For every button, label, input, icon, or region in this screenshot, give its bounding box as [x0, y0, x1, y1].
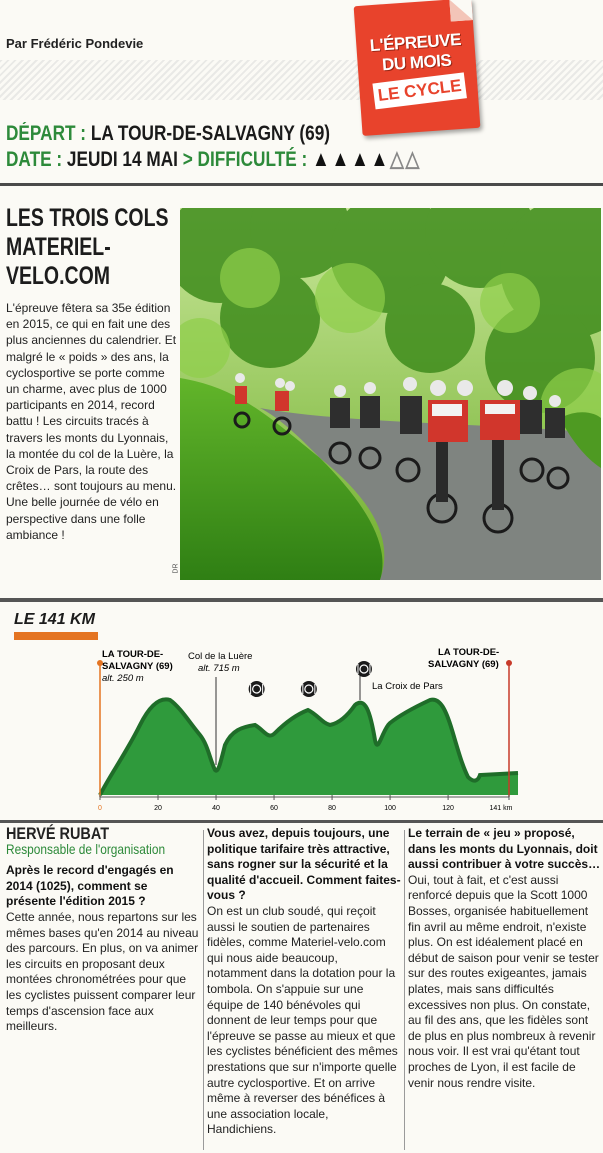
depart-value: LA TOUR-DE-SALVAGNY (69): [90, 122, 331, 145]
difficulty-triangle-filled: ▲: [370, 146, 389, 171]
date-label: DATE :: [6, 148, 63, 171]
difficulty-rating: [312, 148, 421, 171]
elevation-profile: [90, 645, 530, 820]
start-name-2: SALVAGNY (69): [102, 661, 173, 672]
distance-tick-label: 40: [212, 805, 220, 812]
section-divider: [0, 598, 603, 602]
epreuve-du-mois-badge: [354, 0, 481, 136]
answer-3: Oui, tout à fait, et c'est aussi renforcé depuis que la Scott 1000 Bosses, organisée habituellement fin avril au même endroit, n'existe plus. On est idéalement placé en début de saison pour venir se tester sur des routes exigeantes, jamais plates, mais sans difficultés excessives non plus. On constate, au fil des ans, que les fidèles sont de plus en plus nombreux à revenir nous voir. Il est vrai qu'étant tout proches de Lyon, il est facile de venir nous rendre visite.: [408, 872, 599, 1090]
answer-2: On est un club soudé, qui reçoit aussi le soutien de partenaires fidèles, comme Materiel-velo.com qui nous aide beaucoup, notamment dans la dotation pour la tombola. On s'appuie sur une équipe de 140 bénévoles qui donnent de leur temps pour que l'épreuve se passe au mieux et que les cyclistes bénéficient des mêmes prestations que sur n'importe quelle autre cyclosportive. Et on arrive même à reverser des bénéfices à une association locale, Handichiens.: [207, 903, 398, 1137]
feed-station-icon: [356, 661, 372, 677]
answer-1: Cette année, nous repartons sur les mêmes bases qu'en 2014 au niveau des parcours. En plus, on va animer les circuits en proposant deux montées chronométrées pour que les cyclistes puissent comparer leur temps d'ascension face aux meilleurs.: [6, 909, 199, 1034]
distance-tick-label: 20: [154, 805, 162, 812]
distance-tick-label: 141 km: [489, 805, 513, 812]
profile-title-bar: [14, 632, 98, 640]
distance-tick-label: 0: [98, 805, 102, 812]
section-divider: [0, 820, 603, 823]
distance-tick-label: 100: [384, 805, 396, 812]
badge-line-2: DU MOIS: [381, 50, 452, 75]
difficulty-triangle-filled: ▲: [351, 146, 369, 171]
date-line: [6, 146, 421, 172]
start-name-1: LA TOUR-DE-: [102, 649, 164, 660]
question-2: Vous avez, depuis toujours, une politique tarifaire très attractive, sans rogner sur la sécurité et la qualité d'accueil. Comment faites-vous ?: [207, 826, 401, 903]
interview-column-1: [6, 826, 200, 1035]
difficulty-triangle-filled: ▲: [312, 146, 330, 171]
croix-label: La Croix de Pars: [372, 681, 443, 692]
feed-station-icon: [249, 681, 265, 697]
depart-label: DÉPART :: [6, 122, 87, 145]
col-alt: alt. 715 m: [198, 663, 240, 674]
badge-folded-corner: [449, 0, 472, 22]
section-divider: [0, 183, 603, 186]
depart-line: [6, 122, 330, 146]
difficulty-triangle-filled: ▲: [331, 146, 350, 171]
date-value: JEUDI 14 MAI: [66, 148, 178, 171]
badge-line-1: L'ÉPREUVE: [369, 29, 462, 56]
interview-column-2: [207, 826, 401, 1138]
distance-tick-label: 120: [442, 805, 454, 812]
finish-dot: [506, 660, 512, 666]
interviewee-role: Responsable de l'organisation: [6, 840, 166, 857]
difficulty-triangle-empty: △: [405, 146, 420, 171]
column-separator: [404, 830, 405, 1150]
photo-credit: DR: [172, 563, 180, 574]
header-hatch-band: [0, 60, 603, 100]
cyclists-photo: [180, 208, 601, 580]
article-title: LES TROIS COLS MATERIEL-VELO.COM: [6, 204, 169, 290]
interview-column-3: [408, 826, 602, 1091]
question-1: Après le record d'engagés en 2014 (1025), comment se présente l'édition 2015 ?: [6, 863, 174, 909]
difficulty-triangle-empty: △: [390, 146, 404, 171]
interviewee-name: HERVÉ RUBAT: [6, 824, 110, 843]
end-name-1: LA TOUR-DE-: [438, 647, 500, 658]
feed-station-icon: [301, 681, 317, 697]
distance-tick-label: 80: [328, 805, 336, 812]
col-name: Col de la Luère: [188, 651, 253, 662]
column-separator: [203, 830, 204, 1150]
distance-tick-label: 60: [270, 805, 278, 812]
badge-line-3: LE CYCLE: [372, 72, 466, 109]
end-name-2: SALVAGNY (69): [428, 659, 499, 670]
start-alt: alt. 250 m: [102, 673, 144, 684]
profile-title: LE 141 KM: [14, 611, 95, 628]
byline: Par Frédéric Pondevie: [6, 36, 144, 51]
article-intro: L'épreuve fêtera sa 35e édition en 2015, ce qui en fait une des plus anciennes du calendrier. Et malgré le « poids » des ans, la cyclosportive se porte comme un charme, avec plus de 1000 participants en 2014, record battu ! Les circuits tracés à travers les monts du Lyonnais, la montée du col de la Luère, la Croix de Pars, la route des crêtes… sont toujours au menu. Une belle journée de vélo en perspective dans une folle ambiance !: [6, 301, 177, 542]
question-3: Le terrain de « jeu » proposé, dans les monts du Lyonnais, doit aussi contribuer à votre succès…: [408, 826, 601, 872]
difficulty-label: > DIFFICULTÉ :: [182, 148, 308, 171]
